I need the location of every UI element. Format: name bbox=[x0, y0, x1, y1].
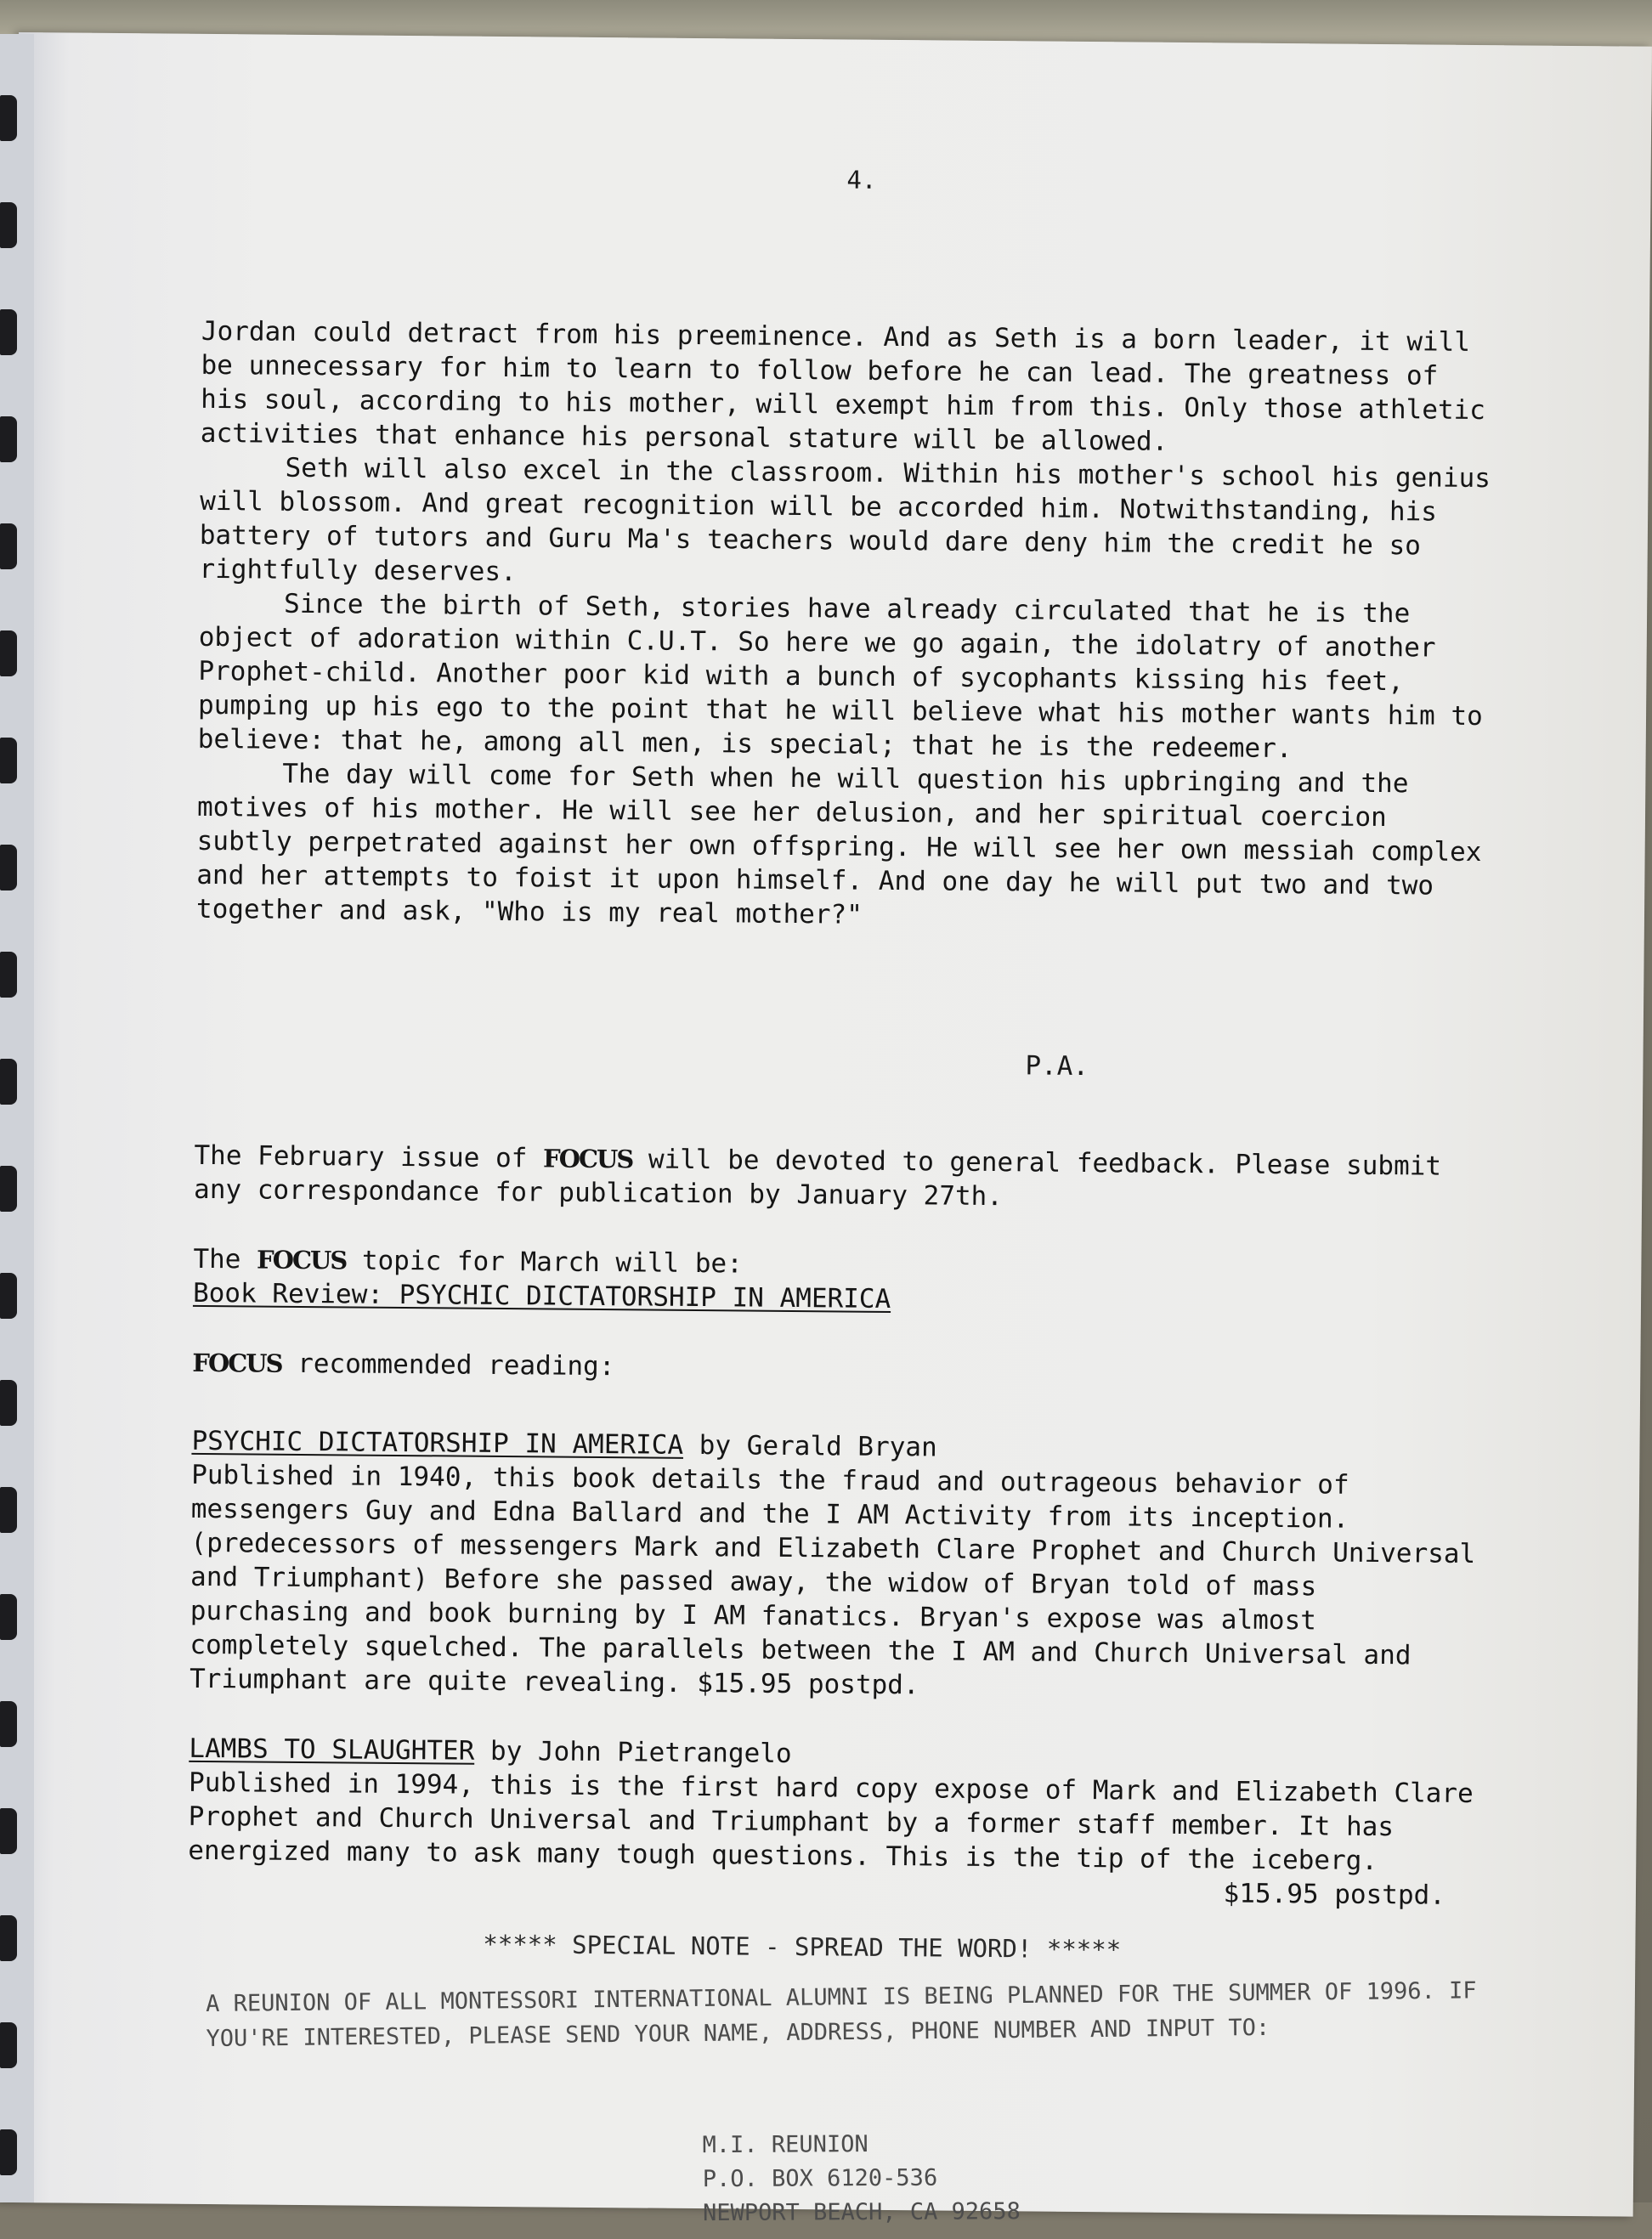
binding-coil bbox=[0, 1273, 17, 1319]
march-topic-title: Book Review: PSYCHIC DICTATORSHIP IN AMERICA bbox=[192, 1277, 891, 1315]
reunion-notice: A REUNION OF ALL MONTESSORI INTERNATIONAL ALUMNI IS BEING PLANNED FOR THE SUMMER OF 1996. IF YOU'RE INTERESTED, PLEASE SEND YOUR NAME, ADDRESS, PHONE NUMBER AND INPUT TO: bbox=[205, 1977, 1477, 2053]
address-line: NEWPORT BEACH, CA 92658 bbox=[702, 2198, 1021, 2227]
focus-wordmark: FOCUS bbox=[542, 1144, 633, 1174]
march-topic-suffix: topic for March will be: bbox=[361, 1245, 743, 1280]
article-paragraph: Seth will also excel in the classroom. Within his mother's school his genius will blossom. And great recognition will be accorded him. Notwithstanding, his battery of tutors and Guru Ma's teachers would dare deny him the credit he so rightfully deserves. bbox=[199, 452, 1491, 588]
binding-coil bbox=[0, 738, 17, 783]
binding-coil bbox=[0, 1487, 17, 1533]
book-author: by Gerald Bryan bbox=[699, 1430, 937, 1463]
article-paragraph: Jordan could detract from his preeminence. And as Seth is a born leader, it will be unnecessary for him to learn to follow before he can lead. The greatness of his soul, according to his mother, will exempt him from this. Only those athletic activities that enhance his personal stature will be allowed. bbox=[200, 315, 1486, 457]
march-topic bbox=[193, 1242, 1485, 1321]
book-entry bbox=[190, 1424, 1484, 1707]
article-signature: P.A. bbox=[1025, 1050, 1089, 1083]
address-line: P.O. BOX 6120-536 bbox=[702, 2164, 938, 2193]
binding-coil bbox=[0, 1808, 17, 1854]
article-body bbox=[196, 314, 1493, 937]
article-paragraph: Since the birth of Seth, stories have already circulated that he is the object of adoration within C.U.T. So here we go again, the idolatry of another Prophet-child. Another poor kid with a bunch of sycophants kissing his feet, pumping up his ego to the point that he will believe what his mother wants him to believe: that he, among all men, is special; that he is the redeemer. bbox=[197, 588, 1483, 765]
focus-wordmark: FOCUS bbox=[256, 1245, 347, 1275]
binding-edge bbox=[0, 34, 34, 2202]
focus-wordmark: FOCUS bbox=[192, 1348, 282, 1378]
february-notice-end: will be devoted to general feedback. Please submit any correspondance for publication by January 27th. bbox=[193, 1144, 1442, 1213]
binding-coil bbox=[0, 202, 17, 248]
book-title: LAMBS TO SLAUGHTER bbox=[189, 1733, 475, 1767]
book-description: Published in 1994, this is the first hard copy expose of Mark and Elizabeth Clare Prophet and Church Universal and Triumphant by a former staff member. It has energized many to ask many tough questions. This is the tip of the iceberg. bbox=[188, 1767, 1474, 1877]
binding-coil bbox=[0, 95, 17, 141]
article-paragraph: The day will come for Seth when he will question his upbringing and the motives of his mother. He will see her delusion, and her spiritual coercion subtly perpetrated against her own offspring. He will see her own messiah complex and her attempts to foist it upon himself. And one day he will put two and two together and ask, "Who is my real mother?" bbox=[195, 758, 1482, 930]
binding-coil bbox=[0, 1701, 17, 1747]
recommended-reading-heading bbox=[192, 1346, 1484, 1391]
binding-coil bbox=[0, 845, 17, 891]
binding-coil bbox=[0, 952, 17, 998]
newsletter-page bbox=[0, 32, 1652, 2227]
recommended-reading-label: recommended reading: bbox=[297, 1348, 615, 1382]
address-line: M.I. REUNION bbox=[702, 2131, 868, 2159]
binding-coil bbox=[0, 1059, 17, 1105]
binding-coil bbox=[0, 1166, 17, 1212]
march-topic-prefix: The bbox=[193, 1243, 241, 1275]
binding-coil bbox=[0, 630, 17, 676]
binding-coil bbox=[0, 1594, 17, 1640]
special-note: ***** SPECIAL NOTE - SPREAD THE WORD! ***** bbox=[483, 1929, 1122, 1965]
binding-coil bbox=[0, 416, 17, 462]
book-author: by John Pietrangelo bbox=[489, 1735, 792, 1770]
book-description: Published in 1940, this book details the fraud and outrageous behavior of messengers Guy and Edna Ballard and the I AM Activity from its inception. (predecessors of messengers Mark and Elizabeth Clare Prophet and Church Universal and Triumphant) Before she passed away, the widow of Bryan told of mass purchasing and book burning by I AM fanatics. Bryan's expose was almost completely squelched. The parallels between the I AM and Church Universal and Triumphant are quite revealing. $15.95 postpd. bbox=[189, 1459, 1476, 1701]
binding-coil bbox=[0, 2022, 17, 2068]
book-entry bbox=[188, 1732, 1481, 1913]
binding-coil bbox=[0, 1380, 17, 1426]
binding-coil bbox=[0, 309, 17, 355]
february-notice bbox=[194, 1139, 1486, 1218]
reunion-address bbox=[703, 2127, 1021, 2231]
binding-coil bbox=[0, 523, 17, 569]
book-title: PSYCHIC DICTATORSHIP IN AMERICA bbox=[191, 1425, 684, 1461]
binding-coil bbox=[0, 2129, 17, 2175]
page-number: 4. bbox=[846, 165, 877, 195]
book-price: $15.95 postpd. bbox=[1223, 1878, 1446, 1911]
binding-coil bbox=[0, 1915, 17, 1961]
february-notice-start: The February issue of bbox=[194, 1139, 528, 1174]
